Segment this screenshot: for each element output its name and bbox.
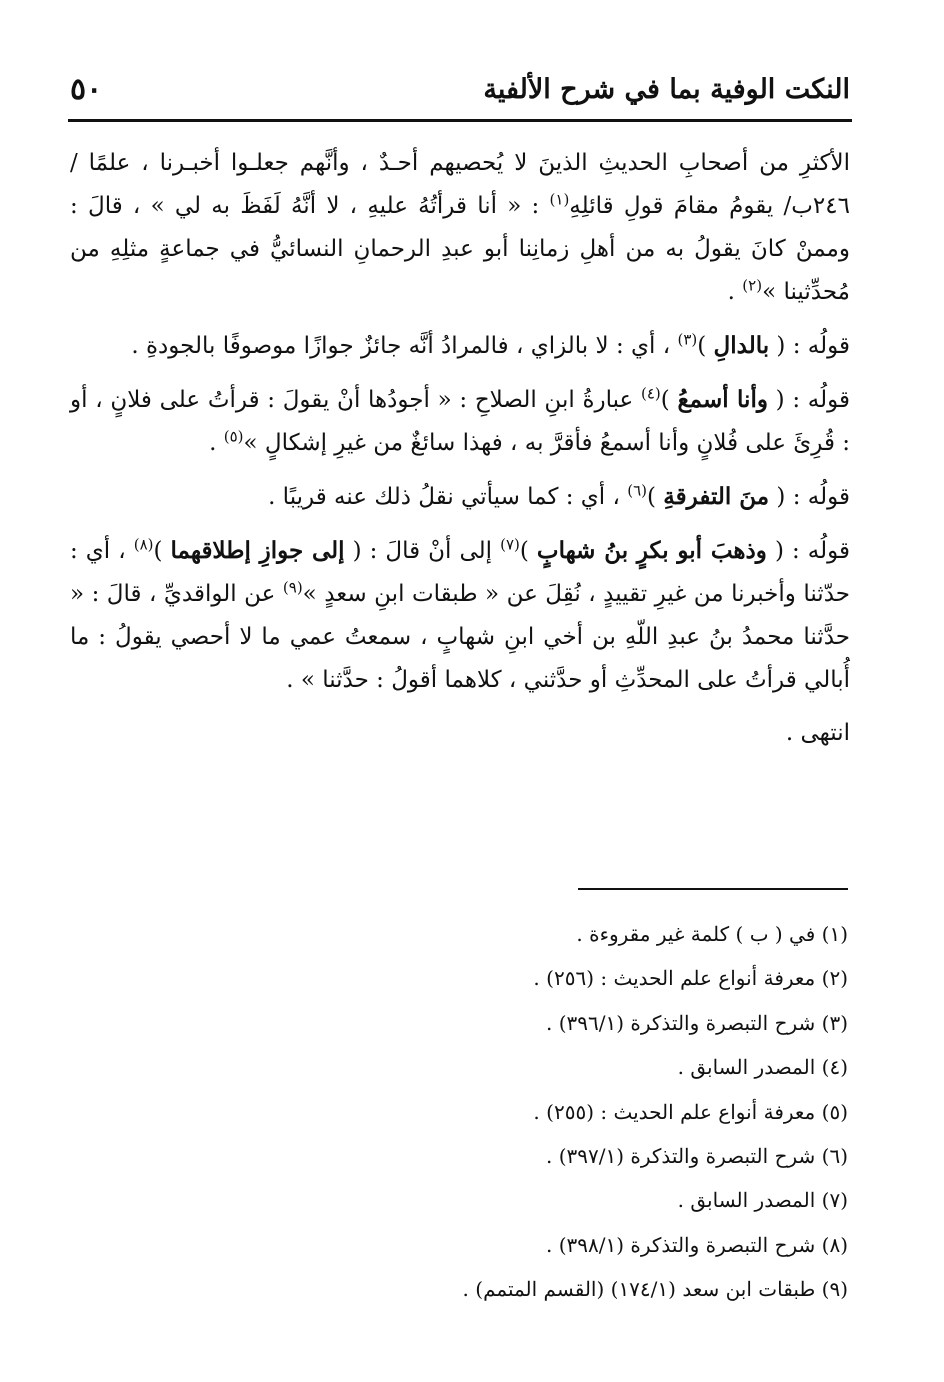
footnote-1: (١) في ( ب ) كلمة غير مقروءة . xyxy=(576,922,848,946)
footnotes xyxy=(70,912,848,1312)
footnote-ref: (٩) xyxy=(282,578,303,597)
paragraph-5: قولُه : ( وذهبَ أبو بكرٍ بنُ شهابٍ )$^{(٧)}$ إلى أنْ قالَ : ( إلى جوازِ إطلاقهما )$^{(٨)}$ ، أي : حدّثنا وأخبرنا من غيرِ تقييدٍ ، نُقِلَ عن « طبقات ابنِ سعدٍ »$^{(٩)}$ عن الواقديِّ ، قالَ : « حدَّثنا محمدُ بنُ عبدِ اللّهِ بن أخي ابنِ شهابٍ ، سمعتُ عمي ما لا أحصي يقولُ : ما أُبالي قرأتُ على المحدِّثِ أو حدَّثني ، كلاهما أقولُ : حدَّثنا » . xyxy=(70,535,850,693)
running-header xyxy=(70,68,850,120)
quoted-term: إلى جوازِ إطلاقهما xyxy=(170,537,345,564)
quoted-term: وذهبَ أبو بكرٍ بنُ شهابٍ xyxy=(536,537,767,564)
footnote-ref: (٦) xyxy=(627,481,647,500)
main-text xyxy=(70,142,850,765)
page-number: ٥٠ xyxy=(70,72,103,107)
footnote-9: (٩) طبقات ابن سعد (١٧٤/١) (القسم المتمم) . xyxy=(462,1277,848,1302)
footnote-7: (٧) المصدر السابق . xyxy=(677,1188,848,1213)
footnote-4: (٤) المصدر السابق . xyxy=(677,1055,848,1080)
footnote-ref: (٧) xyxy=(500,535,520,554)
quoted-term: وأنا أسمعُ xyxy=(677,386,768,413)
footnote-rule xyxy=(578,888,848,890)
footnote-3: (٣) شرح التبصرة والتذكرة (٣٩٦/١) . xyxy=(545,1010,848,1035)
paragraph-2: قولُه : ( بالدالِ )$^{(٣)}$ ، أي : لا بالزاي ، فالمرادُ أنَّه جائزٌ جوازًا موصوفًا بالجودةِ . xyxy=(131,330,850,359)
quoted-term: منَ التفرقةِ xyxy=(663,483,770,510)
footnote-2: (٢) معرفة أنواع علم الحديث : (٢٥٦) . xyxy=(533,966,848,991)
paragraph-6: انتهى . xyxy=(785,720,850,746)
paragraph-4: قولُه : ( منَ التفرقةِ )$^{(٦)}$ ، أي : كما سيأتي نقلُ ذلك عنه قريبًا . xyxy=(268,481,850,510)
footnote-ref: (٨) xyxy=(133,535,154,554)
footnote-5: (٥) معرفة أنواع علم الحديث : (٢٥٥) . xyxy=(533,1099,848,1124)
quoted-term: بالدالِ xyxy=(713,332,770,359)
footnote-ref: (٣) xyxy=(677,330,698,349)
footnote-ref: (١) xyxy=(549,190,570,209)
footnote-6: (٦) شرح التبصرة والتذكرة (٣٩٧/١) . xyxy=(545,1144,848,1169)
footnote-8: (٨) شرح التبصرة والتذكرة (٣٩٨/١) . xyxy=(545,1232,848,1257)
header-rule xyxy=(68,119,852,122)
paragraph-1: الأكثرِ من أصحابِ الحديثِ الذينَ لا يُحصيهم أحـدٌ ، وأنَّهم جعلـوا أخبـرنا ، علمًا /٢٤٦ب/ يقومُ مقامَ قولِ قائلِهِ$^{(١)}$ : « أنا قرأتُهُ عليهِ ، لا أنَّهُ لَفَظَ به لي » ، قالَ : وممنْ كانَ يقولُ به من أهلِ زمانِنا أبو عبدِ الرحمانِ النسائيُّ في جماعةٍ مثلِهِ من مُحدِّثينا »$^{(٢)}$ . xyxy=(70,150,850,305)
footnote-ref: (٢) xyxy=(742,276,763,295)
book-title: النكت الوفية بما في شرح الألفية xyxy=(483,74,850,105)
footnote-ref: (٤) xyxy=(640,384,661,403)
footnote-ref: (٥) xyxy=(223,427,244,446)
paragraph-3: قولُه : ( وأنا أسمعُ )$^{(٤)}$ عبارةُ ابنِ الصلاحِ : « أجودُها أنْ يقولَ : قرأتُ على فلانٍ ، أو : قُرِئَ على فُلانٍ وأنا أسمعُ فأقرَّ به ، فهذا سائغٌ من غيرِ إشكالٍ »$^{(٥)}$ . xyxy=(70,384,850,456)
